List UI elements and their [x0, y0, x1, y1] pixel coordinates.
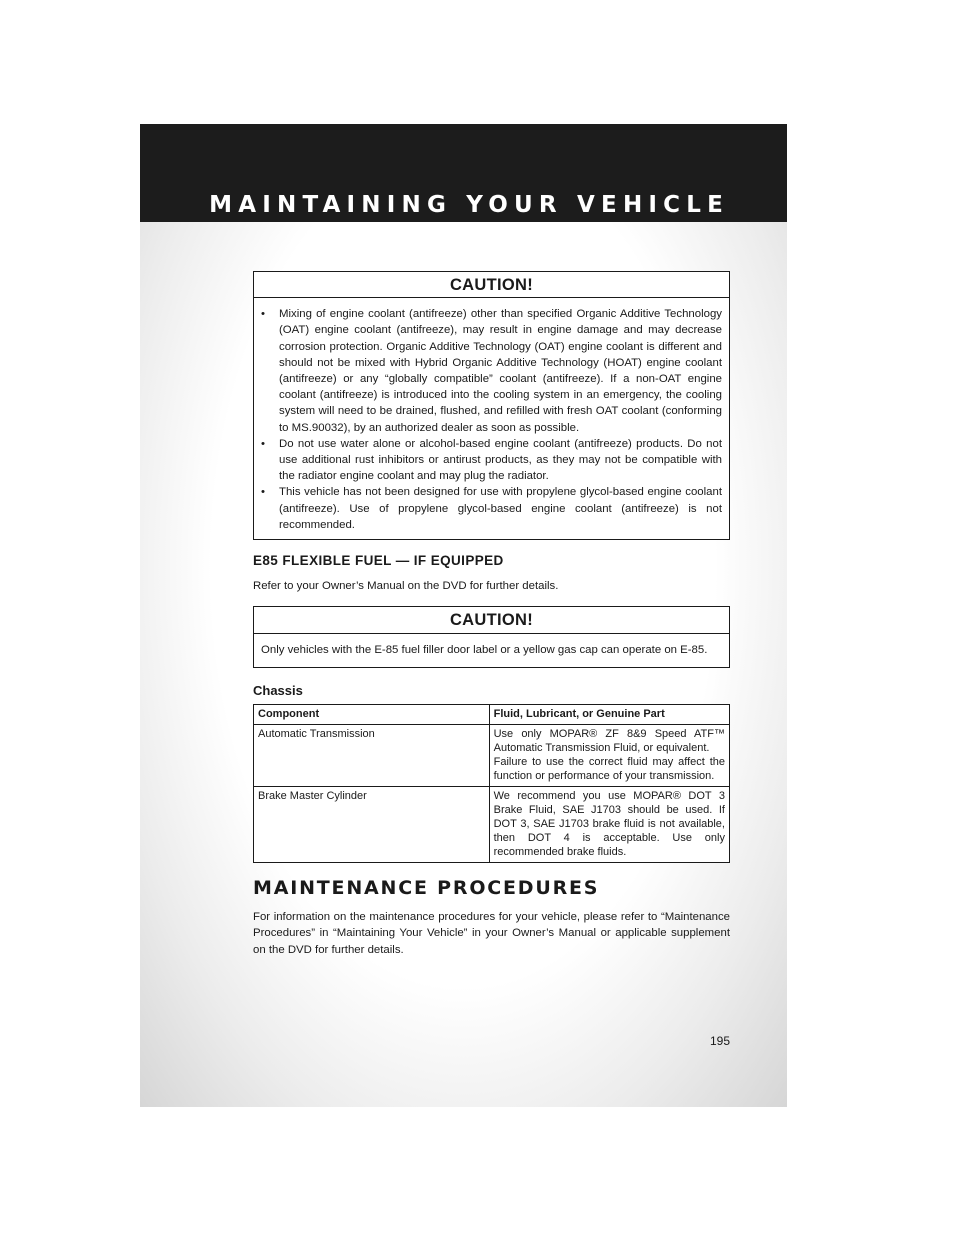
- chassis-table: [253, 704, 730, 863]
- chapter-title: MAINTAINING YOUR VEHICLE: [209, 192, 729, 218]
- maintenance-text: For information on the maintenance procedures for your vehicle, please refer to “Maintenance Procedures” in “Maintaining Your Vehicle” in your Owner’s Manual or applicable supplement on the DVD for further details.: [253, 911, 730, 956]
- table-header-row: [254, 705, 730, 725]
- bullet-icon: •: [261, 486, 265, 499]
- fluid-text: We recommend you use MOPAR® DOT 3 Brake Fluid, SAE J1703 should be used. If DOT 3, SAE J1703 brake fluid is not available, then DOT 4 is acceptable. Use only recommended brake fluids.: [493, 790, 725, 859]
- column-header-fluid: Fluid, Lubricant, or Genuine Part: [489, 705, 729, 725]
- fluid-note: Failure to use the correct fluid may affect the function or performance of your transmission.: [493, 756, 725, 783]
- fluid-text: Use only MOPAR® ZF 8&9 Speed ATF™ Automatic Transmission Fluid, or equivalent.: [493, 728, 725, 755]
- chapter-header: [140, 124, 787, 222]
- caution-item: [261, 306, 722, 436]
- caution-item: [261, 484, 722, 533]
- e85-heading: E85 FLEXIBLE FUEL — IF EQUIPPED: [253, 553, 504, 569]
- table-cell-fluid: [489, 787, 729, 863]
- caution-body: [254, 634, 729, 667]
- table-row: [254, 787, 730, 863]
- caution-item-text: This vehicle has not been designed for use with propylene glycol-based engine coolant (antifreeze). Use of propylene glycol-based engine coolant (antifreeze) is not recommended.: [279, 486, 722, 531]
- bullet-icon: •: [261, 437, 265, 450]
- page-content: [253, 271, 730, 958]
- table-cell-component: Brake Master Cylinder: [254, 787, 490, 863]
- caution-box-coolant: [253, 271, 730, 540]
- caution-body: [254, 298, 729, 539]
- caution-item-text: Do not use water alone or alcohol-based engine coolant (antifreeze) products. Do not use additional rust inhibitors or antirust products, as they may not be compatible with the radiator engine coolant and may plug the radiator.: [279, 437, 722, 483]
- page-number: 195: [709, 1034, 730, 1048]
- e85-text: Refer to your Owner’s Manual on the DVD for further details.: [253, 580, 559, 593]
- maintenance-heading: MAINTENANCE PROCEDURES: [253, 877, 600, 900]
- table-cell-component: Automatic Transmission: [254, 725, 490, 787]
- caution-list: [261, 306, 722, 533]
- chassis-heading: Chassis: [253, 682, 303, 698]
- caution-item: [261, 436, 722, 485]
- caution-item-text: Mixing of engine coolant (antifreeze) other than specified Organic Additive Technology (OAT) engine coolant (antifreeze), may result in engine damage and may decrease corrosion protection. Organic Additive Technology (OAT) engine coolant is different and should not be mixed with Hybrid Organic Additive Technology (HOAT) engine coolant (antifreeze) or any “globally compatible” coolant (antifreeze). If a non-OAT engine coolant (antifreeze) is introduced into the cooling system in an emergency, the cooling system will need to be drained, flushed, and refilled with fresh OAT coolant (conforming to MS.90032), by an authorized dealer as soon as possible.: [279, 308, 722, 434]
- table-row: [254, 725, 730, 787]
- caution-title: CAUTION!: [254, 272, 729, 298]
- bullet-icon: •: [261, 308, 265, 321]
- caution-box-e85: [253, 606, 730, 667]
- table-cell-fluid: [489, 725, 729, 787]
- caution-text: Only vehicles with the E-85 fuel filler door label or a yellow gas cap can operate on E-85.: [261, 643, 708, 656]
- caution-title: CAUTION!: [254, 607, 729, 633]
- column-header-component: Component: [254, 705, 490, 725]
